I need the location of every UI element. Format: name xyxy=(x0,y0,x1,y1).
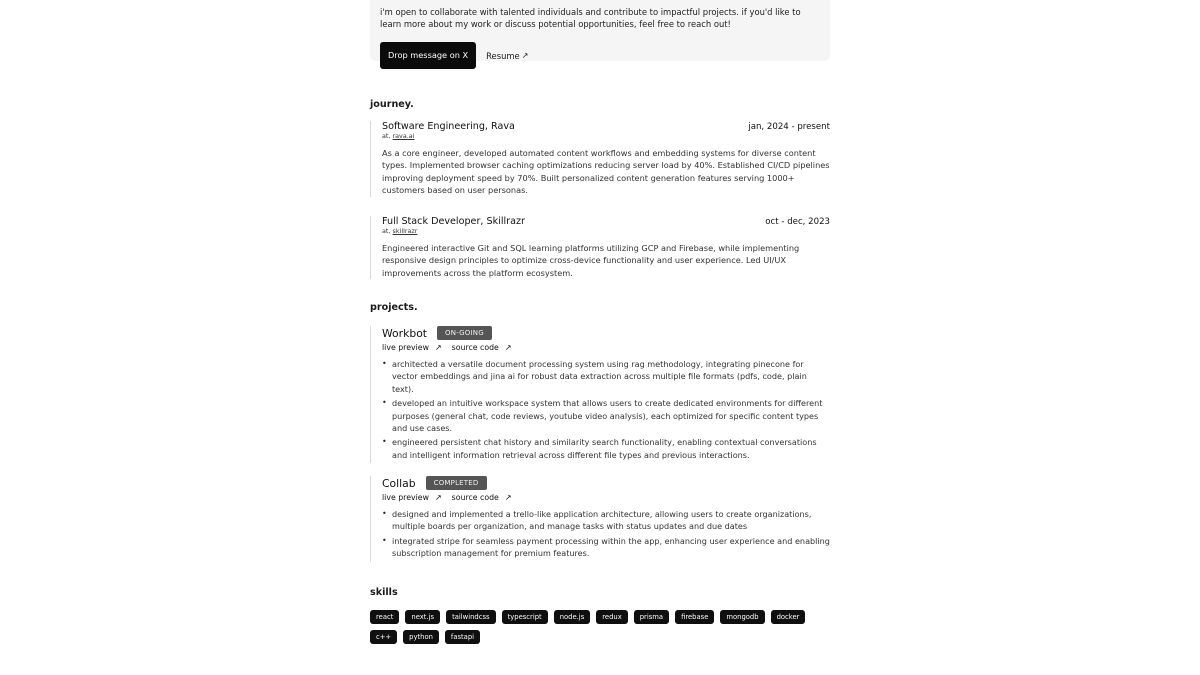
journey-heading: journey. xyxy=(370,99,414,110)
contact-card xyxy=(370,0,830,61)
live-preview-label: live preview xyxy=(382,343,429,352)
journey-role: Full Stack Developer, Skillrazr xyxy=(382,216,525,227)
skill-chip: c++ xyxy=(370,630,397,644)
project-name: Workbot xyxy=(382,326,428,340)
source-code-label: source code xyxy=(451,493,499,502)
skill-chip: tailwindcss xyxy=(446,610,496,624)
status-badge: COMPLETED xyxy=(426,476,487,490)
live-preview-link[interactable] xyxy=(382,343,442,352)
journey-description: As a core engineer, developed automated content workflows and embedding systems for diverse content types. Implemented browser caching optimizations reducing server load by 40%. Established CI/CD pipelines improving deployment speed by 70%. Built personalized content generation features serving 1000+ customers based on user personas. xyxy=(382,148,830,196)
journey-company xyxy=(382,132,830,140)
list-item: • developed an intuitive workspace system that allows users to create dedicated environments for different purposes (general chat, code reviews, youtube video analysis), each optimized for specific content types and use cases. xyxy=(392,397,830,434)
project-links xyxy=(382,343,830,352)
journey-description: Engineered interactive Git and SQL learning platforms utilizing GCP and Firebase, while implementing responsive design principles to optimize cross-device functionality and user experience. Led UI/UX improvements across the platform ecosystem. xyxy=(382,243,800,278)
journey-date: oct - dec, 2023 xyxy=(765,217,830,227)
skill-chip: fastapi xyxy=(445,630,480,644)
external-arrow-icon: ↗ xyxy=(504,343,512,352)
project-collab xyxy=(370,476,830,562)
live-preview-label: live preview xyxy=(382,493,429,502)
drop-message-button[interactable]: Drop message on X xyxy=(380,42,476,69)
skill-chip: next.js xyxy=(405,610,440,624)
journey-entry-skillrazr xyxy=(370,216,830,279)
project-bullets xyxy=(382,508,830,560)
skills-list xyxy=(370,610,830,644)
project-bullets xyxy=(382,358,830,461)
company-link-rava[interactable]: rava.ai xyxy=(392,132,415,140)
skill-chip: redux xyxy=(596,610,627,624)
list-item: • architected a versatile document processing system using rag methodology, integrating pinecone for vector embeddings and jina ai for robust data extraction across multiple file formats (pdfs, code, plain text). xyxy=(392,358,830,395)
projects-heading: projects. xyxy=(370,302,418,313)
list-item: • integrated stripe for seamless payment processing within the app, enhancing user experience and enabling subscription management for premium features. xyxy=(392,535,830,560)
project-name: Collab xyxy=(382,476,416,490)
at-label: at, xyxy=(382,227,391,235)
list-item: • engineered persistent chat history and similarity search functionality, enabling contextual conversations and intelligent information retrieval across different file types and previous interactions. xyxy=(392,436,830,461)
live-preview-link[interactable] xyxy=(382,493,442,502)
project-links xyxy=(382,493,830,502)
skill-chip: typescript xyxy=(502,610,548,624)
company-link-skillrazr[interactable]: skillrazr xyxy=(392,227,418,235)
journey-role: Software Engineering, Rava xyxy=(382,121,515,132)
skill-chip: prisma xyxy=(634,610,669,624)
skill-chip: react xyxy=(370,610,399,624)
external-arrow-icon: ↗ xyxy=(521,51,529,60)
project-workbot xyxy=(370,326,830,463)
skill-chip: firebase xyxy=(675,610,714,624)
status-badge: ON-GOING xyxy=(437,326,492,340)
list-item: • designed and implemented a trello-like application architecture, allowing users to create organizations, multiple boards per organization, and manage tasks with status updates and due dates xyxy=(392,508,830,533)
skills-heading: skills xyxy=(370,587,398,598)
skill-chip: docker xyxy=(771,610,806,624)
source-code-link[interactable] xyxy=(452,493,512,502)
main-column xyxy=(370,0,830,641)
external-arrow-icon: ↗ xyxy=(504,493,512,502)
source-code-link[interactable] xyxy=(452,343,512,352)
contact-text: i'm open to collaborate with talented individuals and contribute to impactful projects. if you'd like to learn more about my work or discuss potential opportunities, feel free to reach out! xyxy=(380,7,801,29)
resume-link[interactable] xyxy=(486,51,528,61)
at-label: at, xyxy=(382,132,391,140)
journey-entry-rava xyxy=(370,121,830,197)
external-arrow-icon: ↗ xyxy=(434,493,442,502)
skill-chip: python xyxy=(403,630,439,644)
skill-chip: node.js xyxy=(554,610,591,624)
source-code-label: source code xyxy=(451,343,499,352)
contact-actions xyxy=(380,42,820,69)
resume-link-label: Resume xyxy=(486,50,520,61)
journey-date: jan, 2024 - present xyxy=(748,122,830,132)
skill-chip: mongodb xyxy=(720,610,764,624)
journey-company xyxy=(382,227,830,235)
external-arrow-icon: ↗ xyxy=(434,343,442,352)
